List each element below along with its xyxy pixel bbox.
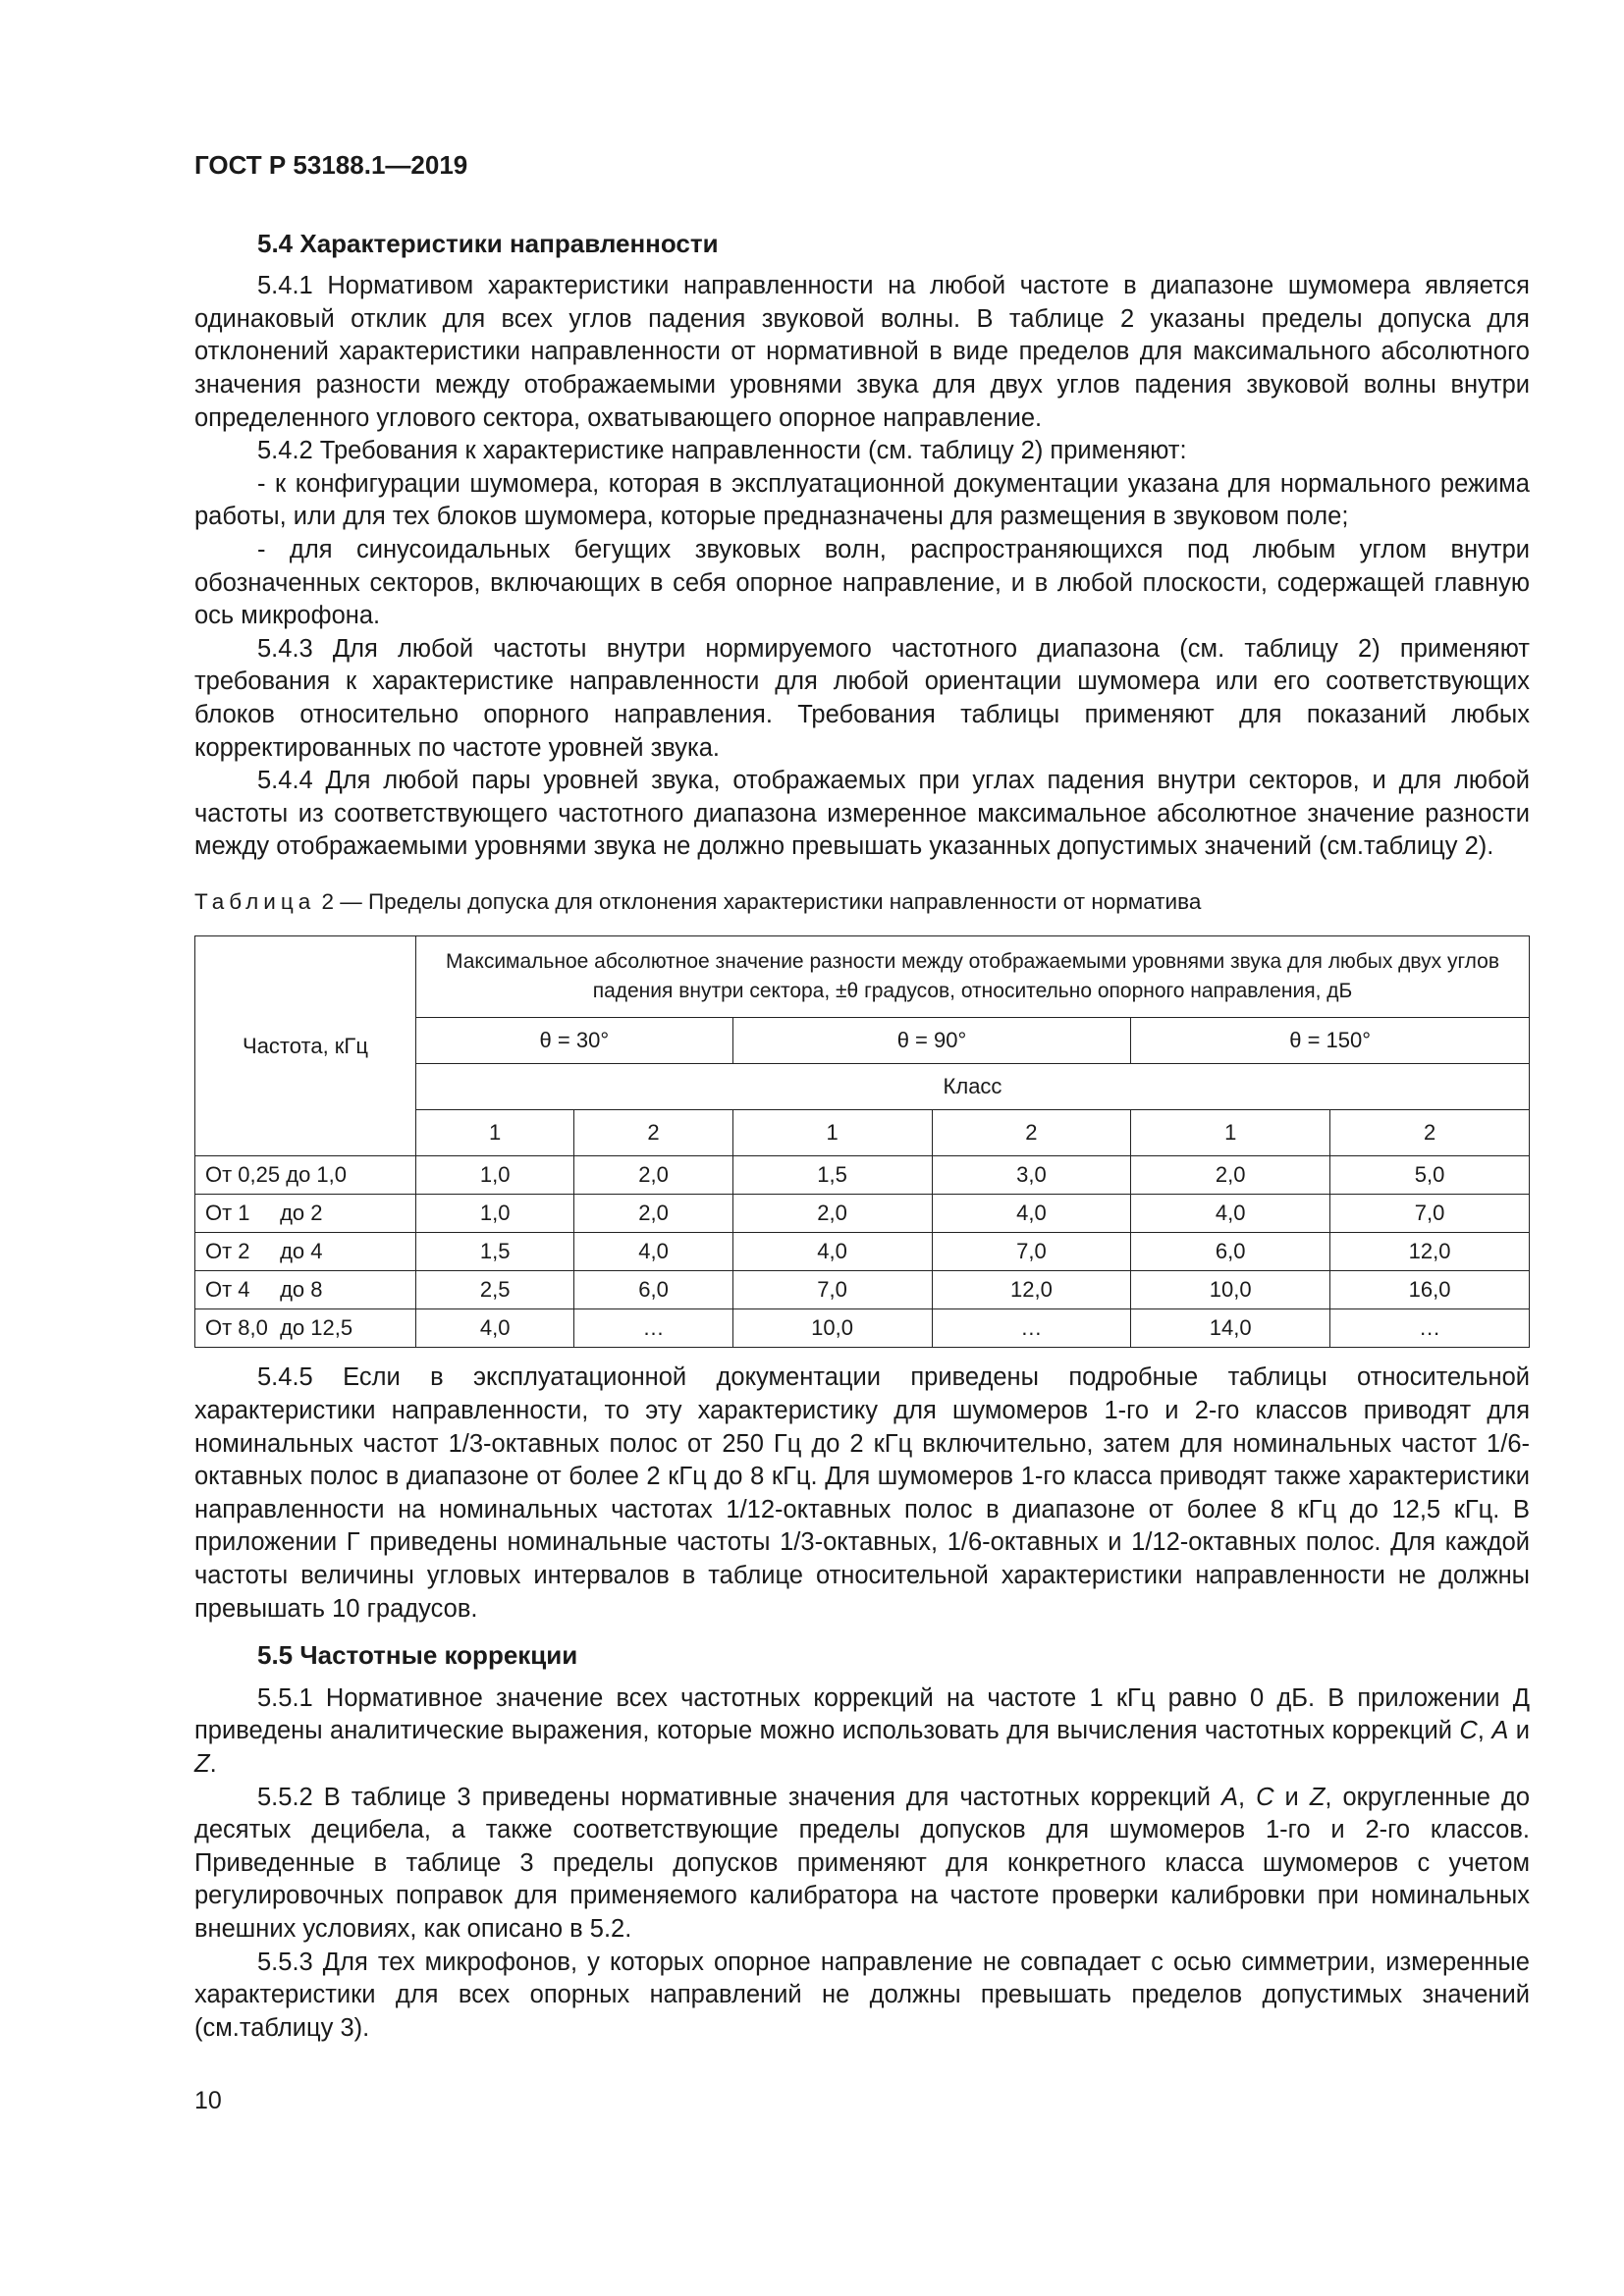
conjunction-text: и bbox=[1273, 1783, 1310, 1811]
paragraph-5-4-2: 5.4.2 Требования к характеристике направленности (см. таблицу 2) применяют: bbox=[257, 437, 1187, 465]
value-cell: 2,5 bbox=[416, 1271, 574, 1309]
max-difference-header: Максимальное абсолютное значение разности между отображаемыми уровнями звука для любых двух углов падения внутри сектора, ±θ градусов, относительно опорного направления, дБ bbox=[416, 936, 1530, 1018]
correction-a-label: A bbox=[1220, 1783, 1238, 1811]
correction-c-label: C bbox=[1459, 1717, 1478, 1745]
frequency-cell: От 2 до 4 bbox=[195, 1233, 416, 1271]
class-cell: 1 bbox=[732, 1110, 932, 1156]
table-row bbox=[195, 1233, 1530, 1271]
angle-header-30: θ = 30° bbox=[416, 1018, 733, 1064]
paragraph-5-5-1-text: 5.5.1 Нормативное значение всех частотных коррекций на частоте 1 кГц равно 0 дБ. В приложении Д приведены аналитические выражения, которые можно использовать для вычисления частотных коррекций bbox=[194, 1683, 1530, 1745]
value-cell: … bbox=[574, 1309, 732, 1348]
value-cell: 1,0 bbox=[416, 1156, 574, 1195]
value-cell: … bbox=[932, 1309, 1131, 1348]
separator-text: , bbox=[1477, 1717, 1492, 1745]
list-item-configuration: - к конфигурации шумомера, которая в эксплуатационной документации указана для нормального режима работы, или для тех блоков шумомера, которые предназначены для размещения в звуковом поле; bbox=[194, 469, 1530, 531]
paragraph-5-5-2-start: 5.5.2 В таблице 3 приведены нормативные значения для частотных коррекций bbox=[257, 1783, 1221, 1811]
correction-z-label: Z bbox=[194, 1750, 210, 1778]
value-cell: 1,0 bbox=[416, 1195, 574, 1233]
table-row bbox=[195, 1271, 1530, 1309]
value-cell: 3,0 bbox=[932, 1156, 1131, 1195]
paragraph-5-4-3: 5.4.3 Для любой частоты внутри нормируемого частотного диапазона (см. таблицу 2) применяют требования к характеристике направленности для любой ориентации шумомера или его соответствующих блоков относительно опорного направления. Требования таблицы применяют для показаний любых корректированных по частоте уровней звука. bbox=[194, 634, 1530, 762]
paragraph-5-4-4: 5.4.4 Для любой пары уровней звука, отображаемых при углах падения внутри секторов, и для любой частоты из соответствующего частотного диапазона измеренное максимальное абсолютное значение разности между отображаемыми уровнями звука не должно превышать указанных допустимых значений (см.таблицу 2). bbox=[194, 767, 1530, 861]
paragraph-5-4-1: 5.4.1 Нормативом характеристики направленности на любой частоте в диапазоне шумомера является одинаковый отклик для всех углов падения звуковой волны. В таблице 2 указаны пределы допуска для отклонений характеристики направленности от нормативной в виде пределов для максимального абсолютного значения разности между отображаемыми уровнями звука для двух углов падения звуковой волны внутри определенного углового сектора, охватывающего опорное направление. bbox=[194, 272, 1530, 432]
table-row bbox=[195, 1195, 1530, 1233]
value-cell: 6,0 bbox=[1131, 1233, 1330, 1271]
class-cell: 2 bbox=[574, 1110, 732, 1156]
section-title-5-4: 5.4 Характеристики направленности bbox=[257, 228, 719, 258]
class-header: Класс bbox=[416, 1064, 1530, 1110]
frequency-header: Частота, кГц bbox=[195, 936, 416, 1156]
paragraph-5-5-3: 5.5.3 Для тех микрофонов, у которых опорное направление не совпадает с осью симметрии, измеренные характеристики для всех опорных направлений не должны превышать пределов допустимых значений (см.таблицу 3). bbox=[194, 1948, 1530, 2042]
class-cell: 2 bbox=[932, 1110, 1131, 1156]
paragraph-5-5-2-rest: , округленные до десятых децибела, а также соответствующие пределы допусков для шумомеров 1-го и 2-го классов. Приведенные в таблице 3 пределы допусков применяют для конкретного класса шумомеров с учетом регулировочных поправок для применяемого калибратора на частоте проверки калибровки при номинальных внешних условиях, как описано в 5.2. bbox=[194, 1783, 1531, 1943]
value-cell: 10,0 bbox=[1131, 1271, 1330, 1309]
frequency-cell: От 1 до 2 bbox=[195, 1195, 416, 1233]
value-cell: 4,0 bbox=[932, 1195, 1131, 1233]
value-cell: … bbox=[1330, 1309, 1530, 1348]
section-title-5-5: 5.5 Частотные коррекции bbox=[257, 1640, 578, 1671]
table-row bbox=[195, 1309, 1530, 1348]
correction-z-label: Z bbox=[1309, 1783, 1326, 1811]
value-cell: 12,0 bbox=[932, 1271, 1131, 1309]
frequency-cell: От 0,25 до 1,0 bbox=[195, 1156, 416, 1195]
value-cell: 6,0 bbox=[574, 1271, 732, 1309]
value-cell: 12,0 bbox=[1330, 1233, 1530, 1271]
value-cell: 4,0 bbox=[574, 1233, 732, 1271]
table-caption-text: 2 — Пределы допуска для отклонения характеристики направленности от норматива bbox=[315, 888, 1202, 914]
table-caption bbox=[194, 885, 1530, 919]
value-cell: 4,0 bbox=[732, 1233, 932, 1271]
value-cell: 7,0 bbox=[732, 1271, 932, 1309]
value-cell: 16,0 bbox=[1330, 1271, 1530, 1309]
angle-header-150: θ = 150° bbox=[1131, 1018, 1530, 1064]
value-cell: 2,0 bbox=[732, 1195, 932, 1233]
document-header: ГОСТ Р 53188.1—2019 bbox=[194, 150, 468, 180]
value-cell: 2,0 bbox=[1131, 1156, 1330, 1195]
tolerance-table bbox=[194, 935, 1530, 1348]
value-cell: 5,0 bbox=[1330, 1156, 1530, 1195]
correction-c-label: C bbox=[1256, 1783, 1274, 1811]
angle-header-90: θ = 90° bbox=[732, 1018, 1131, 1064]
value-cell: 4,0 bbox=[1131, 1195, 1330, 1233]
frequency-cell: От 4 до 8 bbox=[195, 1271, 416, 1309]
separator-text: , bbox=[1238, 1783, 1257, 1811]
list-item-sinusoidal-waves: - для синусоидальных бегущих звуковых волн, распространяющихся под любым углом внутри обозначенных секторов, включающих в себя опорное направление, и в любой плоскости, содержащей главную ось микрофона. bbox=[194, 535, 1530, 630]
value-cell: 14,0 bbox=[1131, 1309, 1330, 1348]
value-cell: 7,0 bbox=[1330, 1195, 1530, 1233]
document-page bbox=[194, 149, 1530, 2045]
value-cell: 1,5 bbox=[416, 1233, 574, 1271]
correction-a-label: A bbox=[1491, 1717, 1509, 1745]
frequency-cell: От 8,0 до 12,5 bbox=[195, 1309, 416, 1348]
class-cell: 2 bbox=[1330, 1110, 1530, 1156]
sentence-end: . bbox=[209, 1750, 217, 1778]
paragraph-5-5-1 bbox=[194, 1682, 1530, 1782]
page-number: 10 bbox=[194, 2087, 222, 2114]
conjunction-text: и bbox=[1508, 1717, 1530, 1745]
value-cell: 2,0 bbox=[574, 1195, 732, 1233]
table-row bbox=[195, 1156, 1530, 1195]
value-cell: 7,0 bbox=[932, 1233, 1131, 1271]
value-cell: 4,0 bbox=[416, 1309, 574, 1348]
class-cell: 1 bbox=[416, 1110, 574, 1156]
paragraph-5-5-2 bbox=[194, 1782, 1530, 1947]
value-cell: 2,0 bbox=[574, 1156, 732, 1195]
paragraph-5-4-5: 5.4.5 Если в эксплуатационной документации приведены подробные таблицы относительной характеристики направленности, то эту характеристику для шумомеров 1-го и 2-го классов приводят для номинальных частот 1/3-октавных полос от 250 Гц до 2 кГц включительно, затем для номинальных частот 1/6-октавных полос в диапазоне от более 2 кГц до 8 кГц. Для шумомеров 1-го класса приводят также характеристики направленности на номинальных частотах 1/12-октавных полос в диапазоне от более 8 кГц до 12,5 кГц. В приложении Г приведены номинальные частоты 1/3-октавных, 1/6-октавных и 1/12-октавных полос. Для каждой частоты величины угловых интервалов в таблице относительной характеристики направленности не должны превышать 10 градусов. bbox=[194, 1363, 1530, 1623]
table-caption-label: Таблица bbox=[194, 888, 316, 914]
value-cell: 10,0 bbox=[732, 1309, 932, 1348]
class-cell: 1 bbox=[1131, 1110, 1330, 1156]
value-cell: 1,5 bbox=[732, 1156, 932, 1195]
